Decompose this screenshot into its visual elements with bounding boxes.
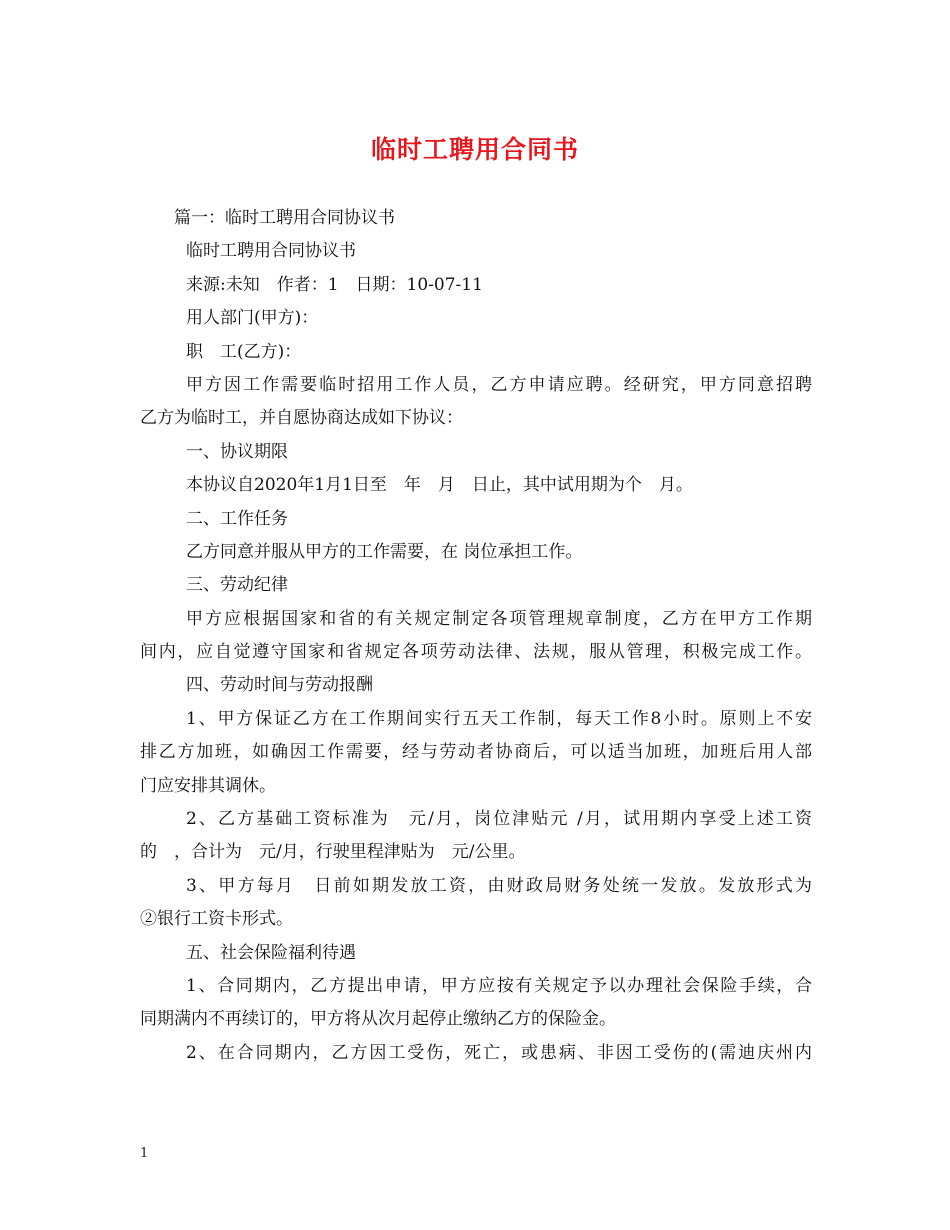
text-line: 1、合同期内，乙方提出申请，甲方应按有关规定予以办理社会保险手续，合 <box>186 975 812 996</box>
section-heading: 三、劳动纪律 <box>186 575 288 596</box>
text-line: 本协议自2020年1月1日至 年 月 日止，其中试用期为个 月。 <box>186 475 693 496</box>
page-number: 1 <box>140 1146 149 1161</box>
text-line: ②银行工资卡形式。 <box>140 909 293 930</box>
text-line: 甲方应根据国家和省的有关规定制定各项管理规章制度，乙方在甲方工作期 <box>186 608 812 629</box>
text-line: 间内，应自觉遵守国家和省规定各项劳动法律、法规，服从管理，积极完成工作。 <box>140 642 812 663</box>
text-line: 排乙方加班，如确因工作需要，经与劳动者协商后，可以适当加班，加班后用人部 <box>140 742 812 763</box>
text-line: 乙方同意并服从甲方的工作需要，在 岗位承担工作。 <box>186 541 583 562</box>
text-line: 1、甲方保证乙方在工作期间实行五天工作制，每天工作8小时。原则上不安 <box>186 708 812 729</box>
section-heading: 一、协议期限 <box>186 441 288 462</box>
text-line: 来源:未知 作者：1 日期：10-07-11 <box>186 274 483 295</box>
text-line: 乙方为临时工，并自愿协商达成如下协议： <box>140 408 463 429</box>
text-line: 用人部门(甲方)： <box>186 308 319 329</box>
text-line: 同期满内不再续订的，甲方将从次月起停止缴纳乙方的保险金。 <box>140 1009 616 1030</box>
text-line: 临时工聘用合同协议书 <box>186 241 356 262</box>
text-line: 2、乙方基础工资标准为 元/月，岗位津贴元 /月，试用期内享受上述工资 <box>186 809 812 830</box>
document-title: 临时工聘用合同书 <box>370 135 579 164</box>
text-line: 2、在合同期内，乙方因工受伤，死亡，或患病、非因工受伤的(需迪庆州内 <box>186 1042 812 1063</box>
section-heading: 四、劳动时间与劳动报酬 <box>186 675 373 696</box>
text-line: 门应安排其调休。 <box>140 775 276 796</box>
text-line: 的 ，合计为 元/月，行驶里程津贴为 元/公里。 <box>140 842 526 863</box>
text-line: 职 工(乙方)： <box>186 341 302 362</box>
document-body <box>140 202 812 1070</box>
text-line: 3、甲方每月 日前如期发放工资，由财政局财务处统一发放。发放形式为 <box>186 875 812 896</box>
text-line: 甲方因工作需要临时招用工作人员，乙方申请应聘。经研究，甲方同意招聘 <box>186 374 812 395</box>
text-line: 篇一：临时工聘用合同协议书 <box>174 208 395 228</box>
section-heading: 二、工作任务 <box>186 508 288 529</box>
section-heading: 五、社会保险福利待遇 <box>186 942 356 963</box>
